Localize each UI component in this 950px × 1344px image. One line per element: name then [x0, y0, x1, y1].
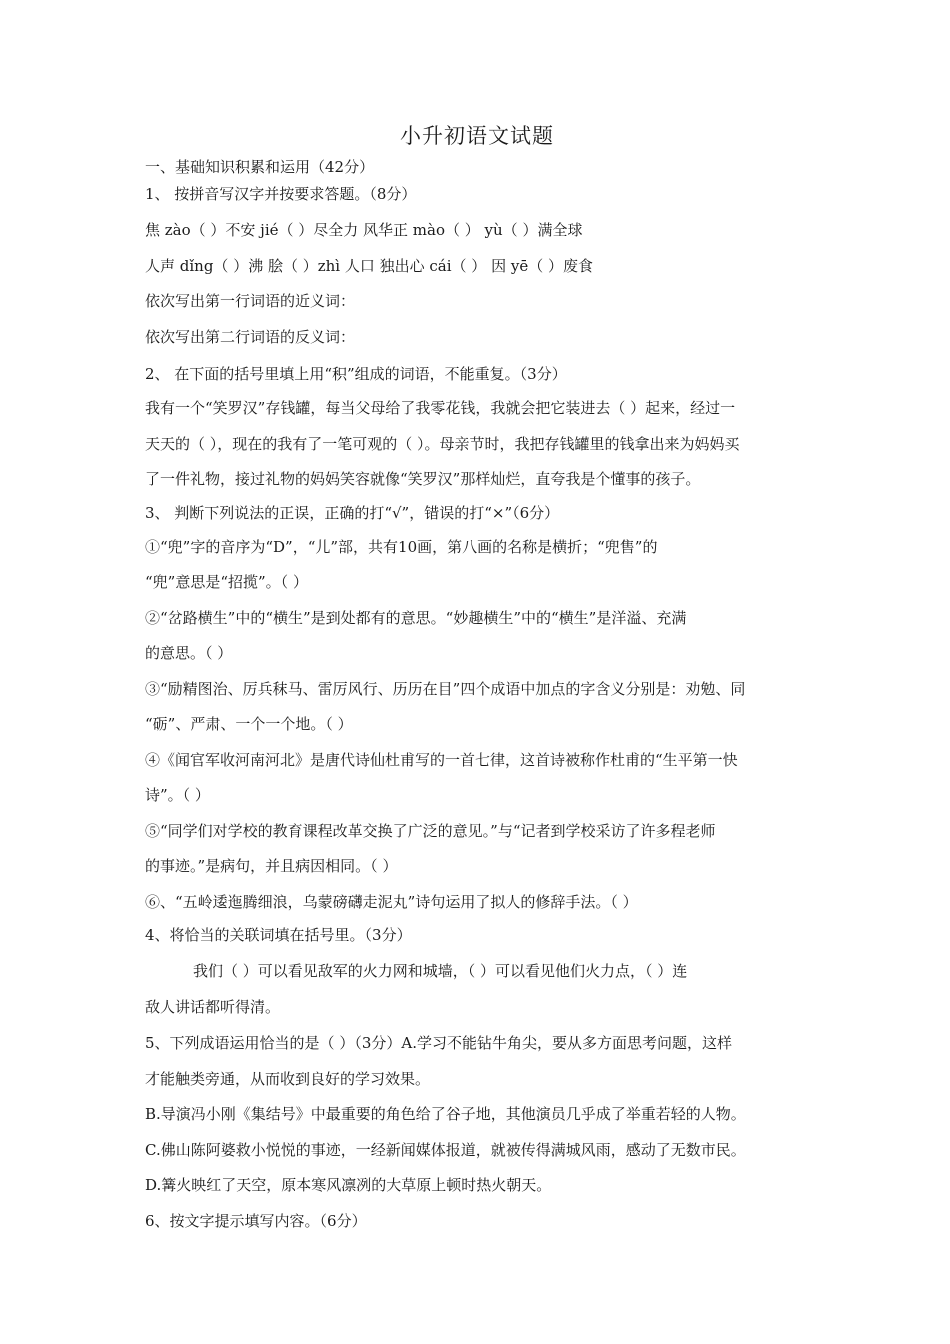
question-2-heading: 2、 在下面的括号里填上用“积”组成的词语，不能重复。（3分） [145, 365, 567, 383]
antonym-prompt: 依次写出第二行词语的反义词： [145, 327, 356, 346]
judgement-item-2: ②“岔路横生”中的“横生”是到处都有的意思。“妙趣横生”中的“横生”是洋溢、充满 [145, 608, 687, 627]
question-6-heading: 6、按文字提示填写内容。（6分） [145, 1211, 367, 1230]
judgement-item-1: ①“兜”字的音序为“D”，“儿”部，共有10画，第八画的名称是横折；“兜售”的 [145, 537, 658, 556]
judgement-item-5: ⑤“同学们对学校的教育课程改革交换了广泛的意见。”与“记者到学校采访了许多程老师 [145, 821, 716, 840]
section-heading: 一、基础知识积累和运用（42分） [145, 158, 375, 176]
judgement-item-3-cont: “砺”、严肃、一个一个地。（ ） [145, 715, 353, 733]
option-b: B.导演冯小刚《集结号》中最重要的角色给了谷子地，其他演员几乎成了举重若轻的人物。 [145, 1105, 746, 1123]
judgement-item-6: ⑥、“五岭逶迤腾细浪，乌蒙磅礴走泥丸”诗句运用了拟人的修辞手法。（ ） [145, 892, 638, 911]
question-2-text: 我有一个“笑罗汉”存钱罐，每当父母给了我零花钱，我就会把它装进去（ ）起来，经过一 [145, 399, 736, 417]
judgement-item-2-cont: 的意思。（ ） [145, 644, 233, 662]
judgement-item-5-cont: 的事迹。”是病句，并且病因相同。（ ） [145, 857, 398, 875]
judgement-item-4-cont: 诗”。（ ） [145, 786, 210, 804]
synonym-prompt: 依次写出第一行词语的近义词： [145, 292, 356, 310]
option-d: D.篝火映红了天空，原本寒风凛冽的大草原上顿时热火朝天。 [145, 1176, 552, 1194]
judgement-item-4: ④《闻官军收河南河北》是唐代诗仙杜甫写的一首七律，这首诗被称作杜甫的“生平第一快 [145, 750, 738, 769]
question-5-text: 5、下列成语运用恰当的是（ ）（3分）A.学习不能钻牛角尖，要从多方面思考问题，这样 [145, 1034, 732, 1052]
exam-page [145, 118, 809, 1239]
question-3-heading: 3、 判断下列说法的正误，正确的打“√”，错误的打“×”（6分） [145, 503, 560, 522]
page-title: 小升初语文试题 [400, 124, 554, 148]
judgement-item-1-cont: “兜”意思是“招揽”。（ ） [145, 573, 308, 591]
pinyin-row-1: 焦 zào（ ）不安 jié（ ）尽全力 风华正 mào（ ） yù（ ）满全球 [145, 221, 583, 239]
option-c: C.佛山陈阿婆救小悦悦的事迹，一经新闻媒体报道，就被传得满城风雨，感动了无数市民。 [145, 1140, 746, 1159]
judgement-item-3: ③“励精图治、厉兵秣马、雷厉风行、历历在目”四个成语中加点的字含义分别是：劝勉、同 [145, 679, 746, 698]
question-2-text: 天天的（ ），现在的我有了一笔可观的（ ）。母亲节时，我把存钱罐里的钱拿出来为妈妈买 [145, 434, 740, 453]
question-4-heading: 4、将恰当的关联词填在括号里。（3分） [145, 926, 412, 944]
question-4-text: 我们（ ）可以看见敌军的火力网和城墙，（ ）可以看见他们火力点，（ ）连 [193, 962, 688, 980]
pinyin-row-2: 人声 dǐng（ ）沸 脍（ ）zhì 人口 独出心 cái（ ） 因 yē（ ）废食 [145, 256, 593, 275]
question-4-text-cont: 敌人讲话都听得清。 [145, 997, 281, 1016]
question-2-text: 了一件礼物，接过礼物的妈妈笑容就像“笑罗汉”那样灿烂，直夸我是个懂事的孩子。 [145, 470, 701, 488]
question-1-heading: 1、 按拼音写汉字并按要求答题。（8分） [145, 185, 417, 203]
question-5-text-cont: 才能触类旁通，从而收到良好的学习效果。 [145, 1069, 431, 1088]
